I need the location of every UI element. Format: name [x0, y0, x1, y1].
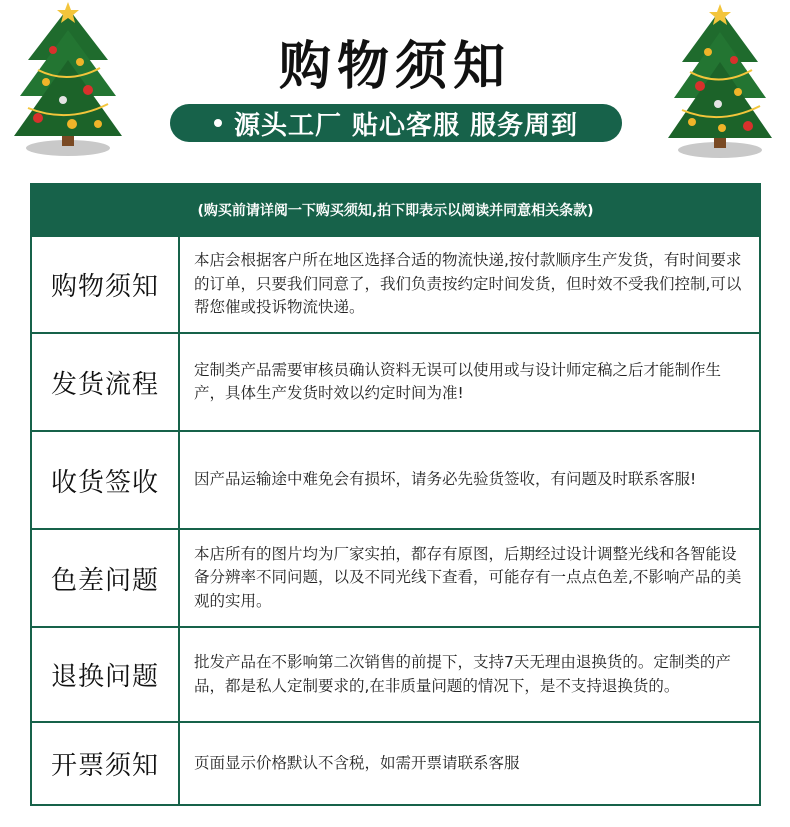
row-label: 收货签收	[32, 432, 180, 528]
row-text: 定制类产品需要审核员确认资料无误可以使用或与设计师定稿之后才能制作生产，具体生产发货时效以约定时间为准!	[194, 360, 722, 402]
table-header: (购买前请详阅一下购买须知,拍下即表示以阅读并同意相关条款)	[32, 185, 759, 235]
table-row	[32, 528, 759, 626]
table-row	[32, 721, 759, 804]
row-label: 退换问题	[32, 628, 180, 721]
row-label: 发货流程	[32, 334, 180, 430]
row-label: 色差问题	[32, 530, 180, 626]
slogan-banner	[170, 104, 622, 142]
row-text: 批发产品在不影响第二次销售的前提下，支持7天无理由退换货的。定制类的产品，都是私人定制要求的,在非质量问题的情况下，是不支持退换货的。	[194, 653, 731, 695]
row-label: 购物须知	[32, 237, 180, 332]
slogan-text: 源头工厂 贴心客服 服务周到	[233, 110, 579, 141]
page-title: 购物须知	[278, 37, 511, 97]
notice-table	[30, 183, 761, 806]
row-text: 因产品运输途中难免会有损坏，请务必先验货签收，有问题及时联系客服!	[194, 470, 697, 489]
table-row	[32, 430, 759, 528]
table-row	[32, 626, 759, 721]
row-text: 本店所有的图片均为厂家实拍，都存有原图，后期经过设计调整光线和各智能设备分辨率不同问题，以及不同光线下查看，可能存有一点点色差,不影响产品的美观的实用。	[194, 544, 742, 610]
row-label: 开票须知	[32, 723, 180, 804]
row-text: 本店会根据客户所在地区选择合适的物流快递,按付款顺序生产发货，有时间要求的订单，只要我们同意了，我们负责按约定时间发货，但时效不受我们控制,可以帮您催或投诉物流快递。	[194, 251, 742, 317]
table-row	[32, 332, 759, 430]
table-row	[32, 235, 759, 332]
bullet-dot-icon	[214, 119, 222, 127]
row-text: 页面显示价格默认不含税，如需开票请联系客服	[194, 753, 520, 772]
